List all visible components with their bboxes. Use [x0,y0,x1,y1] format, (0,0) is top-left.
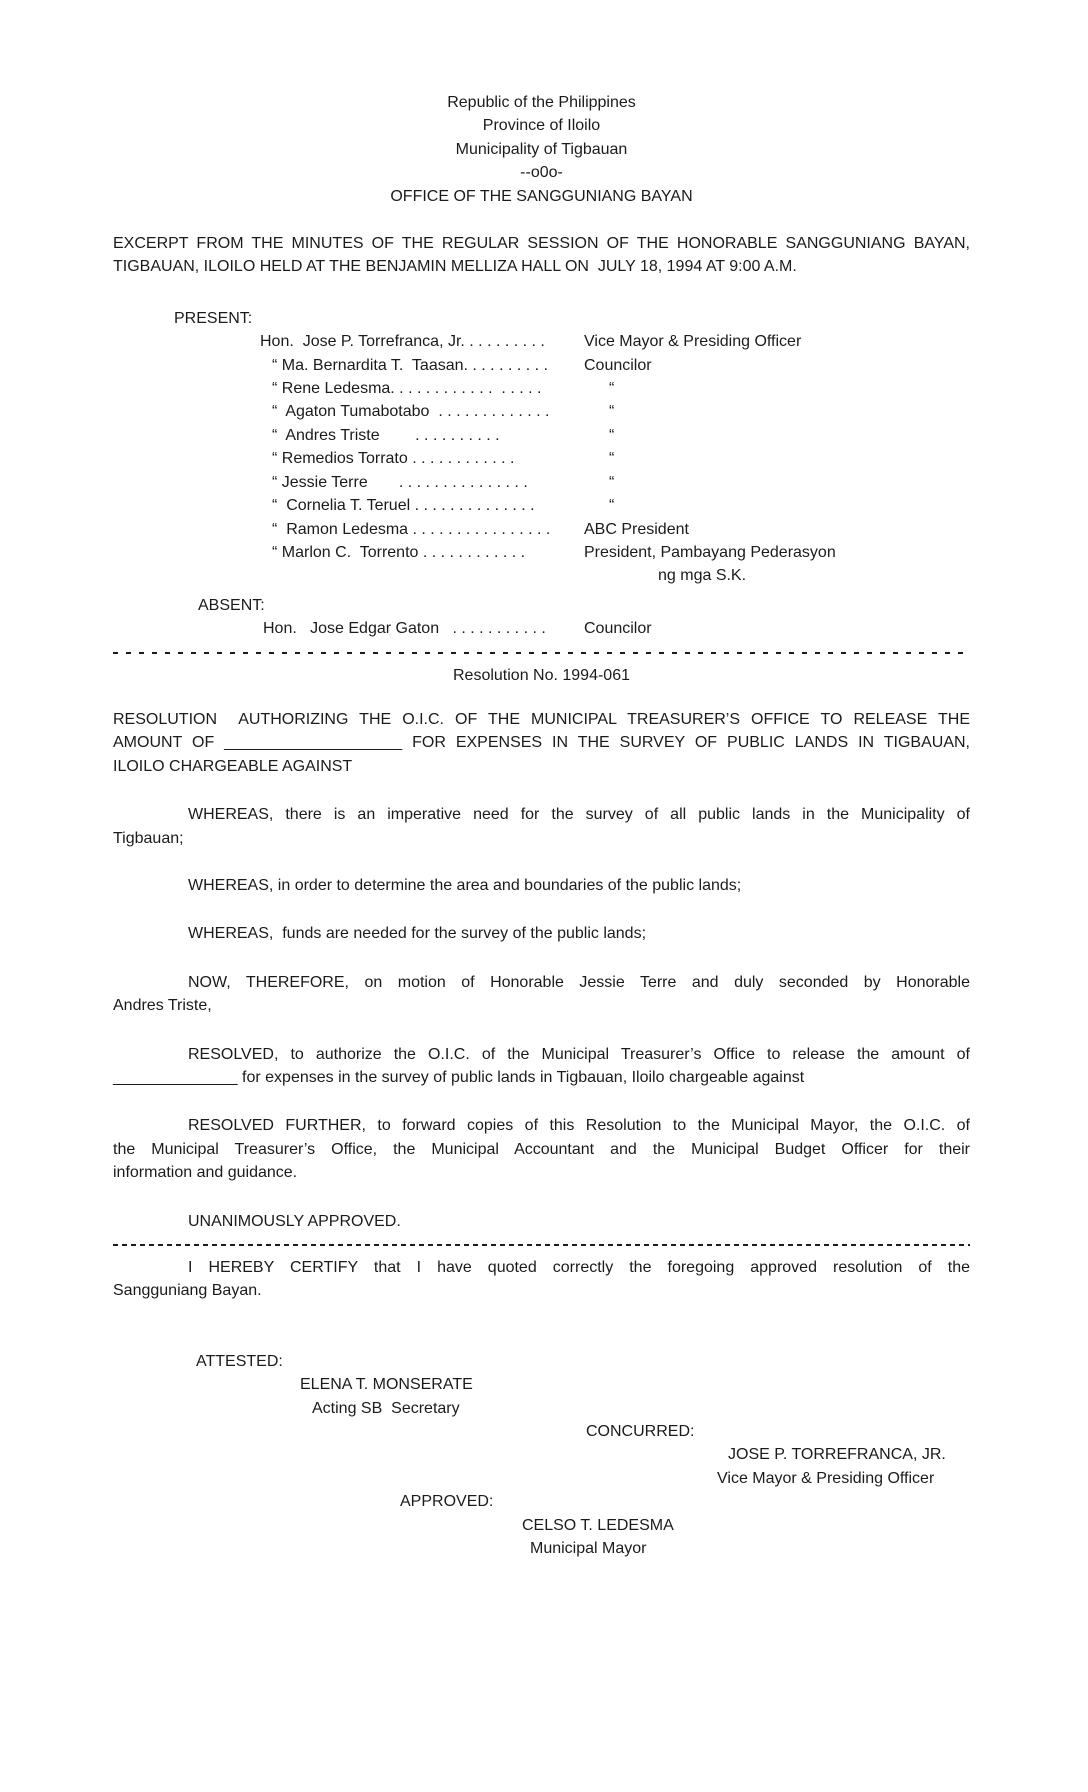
absent-label: ABSENT: [198,596,265,614]
present-row [113,400,970,423]
member-position: ABC President [584,520,689,538]
resolution-number: Resolution No. 1994-061 [452,666,630,684]
present-row [113,494,970,517]
member-name: “ Cornelia T. Teruel . . . . . . . . . . . . . . [272,497,535,515]
resolved-further-line-1: RESOLVED FURTHER, to forward copies of this Resolution to the Municipal Mayor, the O.I.C. of [188,1117,970,1135]
header-line-municipality: Municipality of Tigbauan [455,140,628,158]
approved-label: APPROVED: [400,1493,494,1511]
member-position: Vice Mayor & Presiding Officer [584,333,802,351]
resolved-further-line-3: information and guidance. [113,1164,298,1182]
document-header [113,91,970,208]
resolution-title [113,708,970,778]
whereas-clause-1 [113,803,970,850]
certification-line-1: I HEREBY CERTIFY that I have quoted correctly the foregoing approved resolution of the [188,1259,970,1277]
present-row [113,354,970,377]
present-row [113,471,970,494]
member-position-ditto: “ [609,497,615,515]
member-position-ditto: “ [609,403,615,421]
excerpt-line-2: TIGBAUAN, ILOILO HELD AT THE BENJAMIN MELLIZA HALL ON JULY 18, 1994 AT 9:00 A.M. [113,258,797,276]
excerpt-line-1: EXCERPT FROM THE MINUTES OF THE REGULAR SESSION OF THE HONORABLE SANGGUNIANG BAYAN, [113,235,970,253]
resolved-clause [113,1043,970,1090]
present-label: PRESENT: [174,309,253,327]
resolution-title-line-3: ILOILO CHARGEABLE AGAINST [113,757,353,775]
member-position: President, Pambayang Pederasyon [584,543,836,561]
member-position: Councilor [584,620,652,638]
member-name: “ Agaton Tumabotabo . . . . . . . . . . . . . [272,403,550,421]
now-therefore-line-2: Andres Triste, [113,997,212,1015]
member-name: “ Andres Triste . . . . . . . . . . [272,426,500,444]
attested-label: ATTESTED: [196,1352,283,1370]
member-name: “ Rene Ledesma. . . . . . . . . . . . . . . . . [272,380,542,398]
header-line-office: OFFICE OF THE SANGGUNIANG BAYAN [390,187,693,205]
mayor-title: Municipal Mayor [530,1540,647,1558]
resolved-further-line-2: the Municipal Treasurer’s Office, the Municipal Accountant and the Municipal Budget Officer for their [113,1140,970,1158]
member-position: Councilor [584,356,652,374]
present-row [113,541,970,588]
now-therefore-line-1: NOW, THEREFORE, on motion of Honorable Jessie Terre and duly seconded by Honorable [188,973,970,991]
header-line-republic: Republic of the Philippines [447,94,636,111]
member-position-line2: ng mga S.K. [658,567,747,585]
whereas-clause-3: WHEREAS, funds are needed for the survey of the public lands; [188,925,647,943]
resolved-line-1: RESOLVED, to authorize the O.I.C. of the Municipal Treasurer’s Office to release the amount of [188,1045,970,1063]
secretary-title: Acting SB Secretary [312,1399,460,1417]
now-therefore-clause [113,971,970,1018]
member-name: “ Jessie Terre . . . . . . . . . . . . . . . [272,473,528,491]
mayor-name: CELSO T. LEDESMA [522,1516,674,1534]
member-name: Hon. Jose Edgar Gaton . . . . . . . . . . . [263,620,546,638]
resolution-title-line-2: AMOUNT OF ____________________ FOR EXPENSES IN THE SURVEY OF PUBLIC LANDS IN TIGBAUAN, [113,734,970,752]
member-name: “ Ma. Bernardita T. Taasan. . . . . . . . . . [272,356,548,374]
whereas-1-line-2: Tigbauan; [113,829,184,847]
member-position-ditto: “ [609,450,615,468]
vice-mayor-title: Vice Mayor & Presiding Officer [717,1469,935,1487]
absent-row [113,617,970,640]
present-row [113,447,970,470]
member-position-ditto: “ [609,473,615,491]
member-name: “ Marlon C. Torrento . . . . . . . . . . . . [272,543,526,561]
excerpt-paragraph [113,232,970,279]
member-position-ditto: “ [609,380,615,398]
member-position-ditto: “ [609,426,615,444]
resolved-line-2: ______________ for expenses in the survey of public lands in Tigbauan, Iloilo chargeable against [113,1069,805,1086]
whereas-1-line-1: WHEREAS, there is an imperative need for the survey of all public lands in the Municipality of [188,806,970,824]
member-name: “ Ramon Ledesma . . . . . . . . . . . . . . . . [272,520,551,538]
secretary-name: ELENA T. MONSERATE [300,1376,473,1394]
present-row [113,377,970,400]
present-row [113,518,970,541]
whereas-clause-2: WHEREAS, in order to determine the area and boundaries of the public lands; [188,876,742,894]
dashed-divider [113,641,970,664]
member-name: Hon. Jose P. Torrefranca, Jr. . . . . . . . . . [260,333,545,351]
header-line-separator: --o0o- [520,164,563,182]
approval-statement: UNANIMOUSLY APPROVED. [188,1212,401,1230]
certification-line-2: Sangguniang Bayan. [113,1282,262,1300]
vice-mayor-name: JOSE P. TORREFRANCA, JR. [728,1446,946,1464]
member-position-block [584,541,836,588]
concurred-label: CONCURRED: [586,1423,695,1441]
header-line-province: Province of Iloilo [482,117,601,135]
present-row [113,330,970,353]
resolution-title-line-1: RESOLUTION AUTHORIZING THE O.I.C. OF THE MUNICIPAL TREASURER’S OFFICE TO RELEASE THE [113,710,970,728]
member-name: “ Remedios Torrato . . . . . . . . . . . . [272,450,515,468]
certification-statement [113,1256,970,1303]
resolved-further-clause [113,1114,970,1184]
present-row [113,424,970,447]
dashed-divider [113,1233,970,1256]
